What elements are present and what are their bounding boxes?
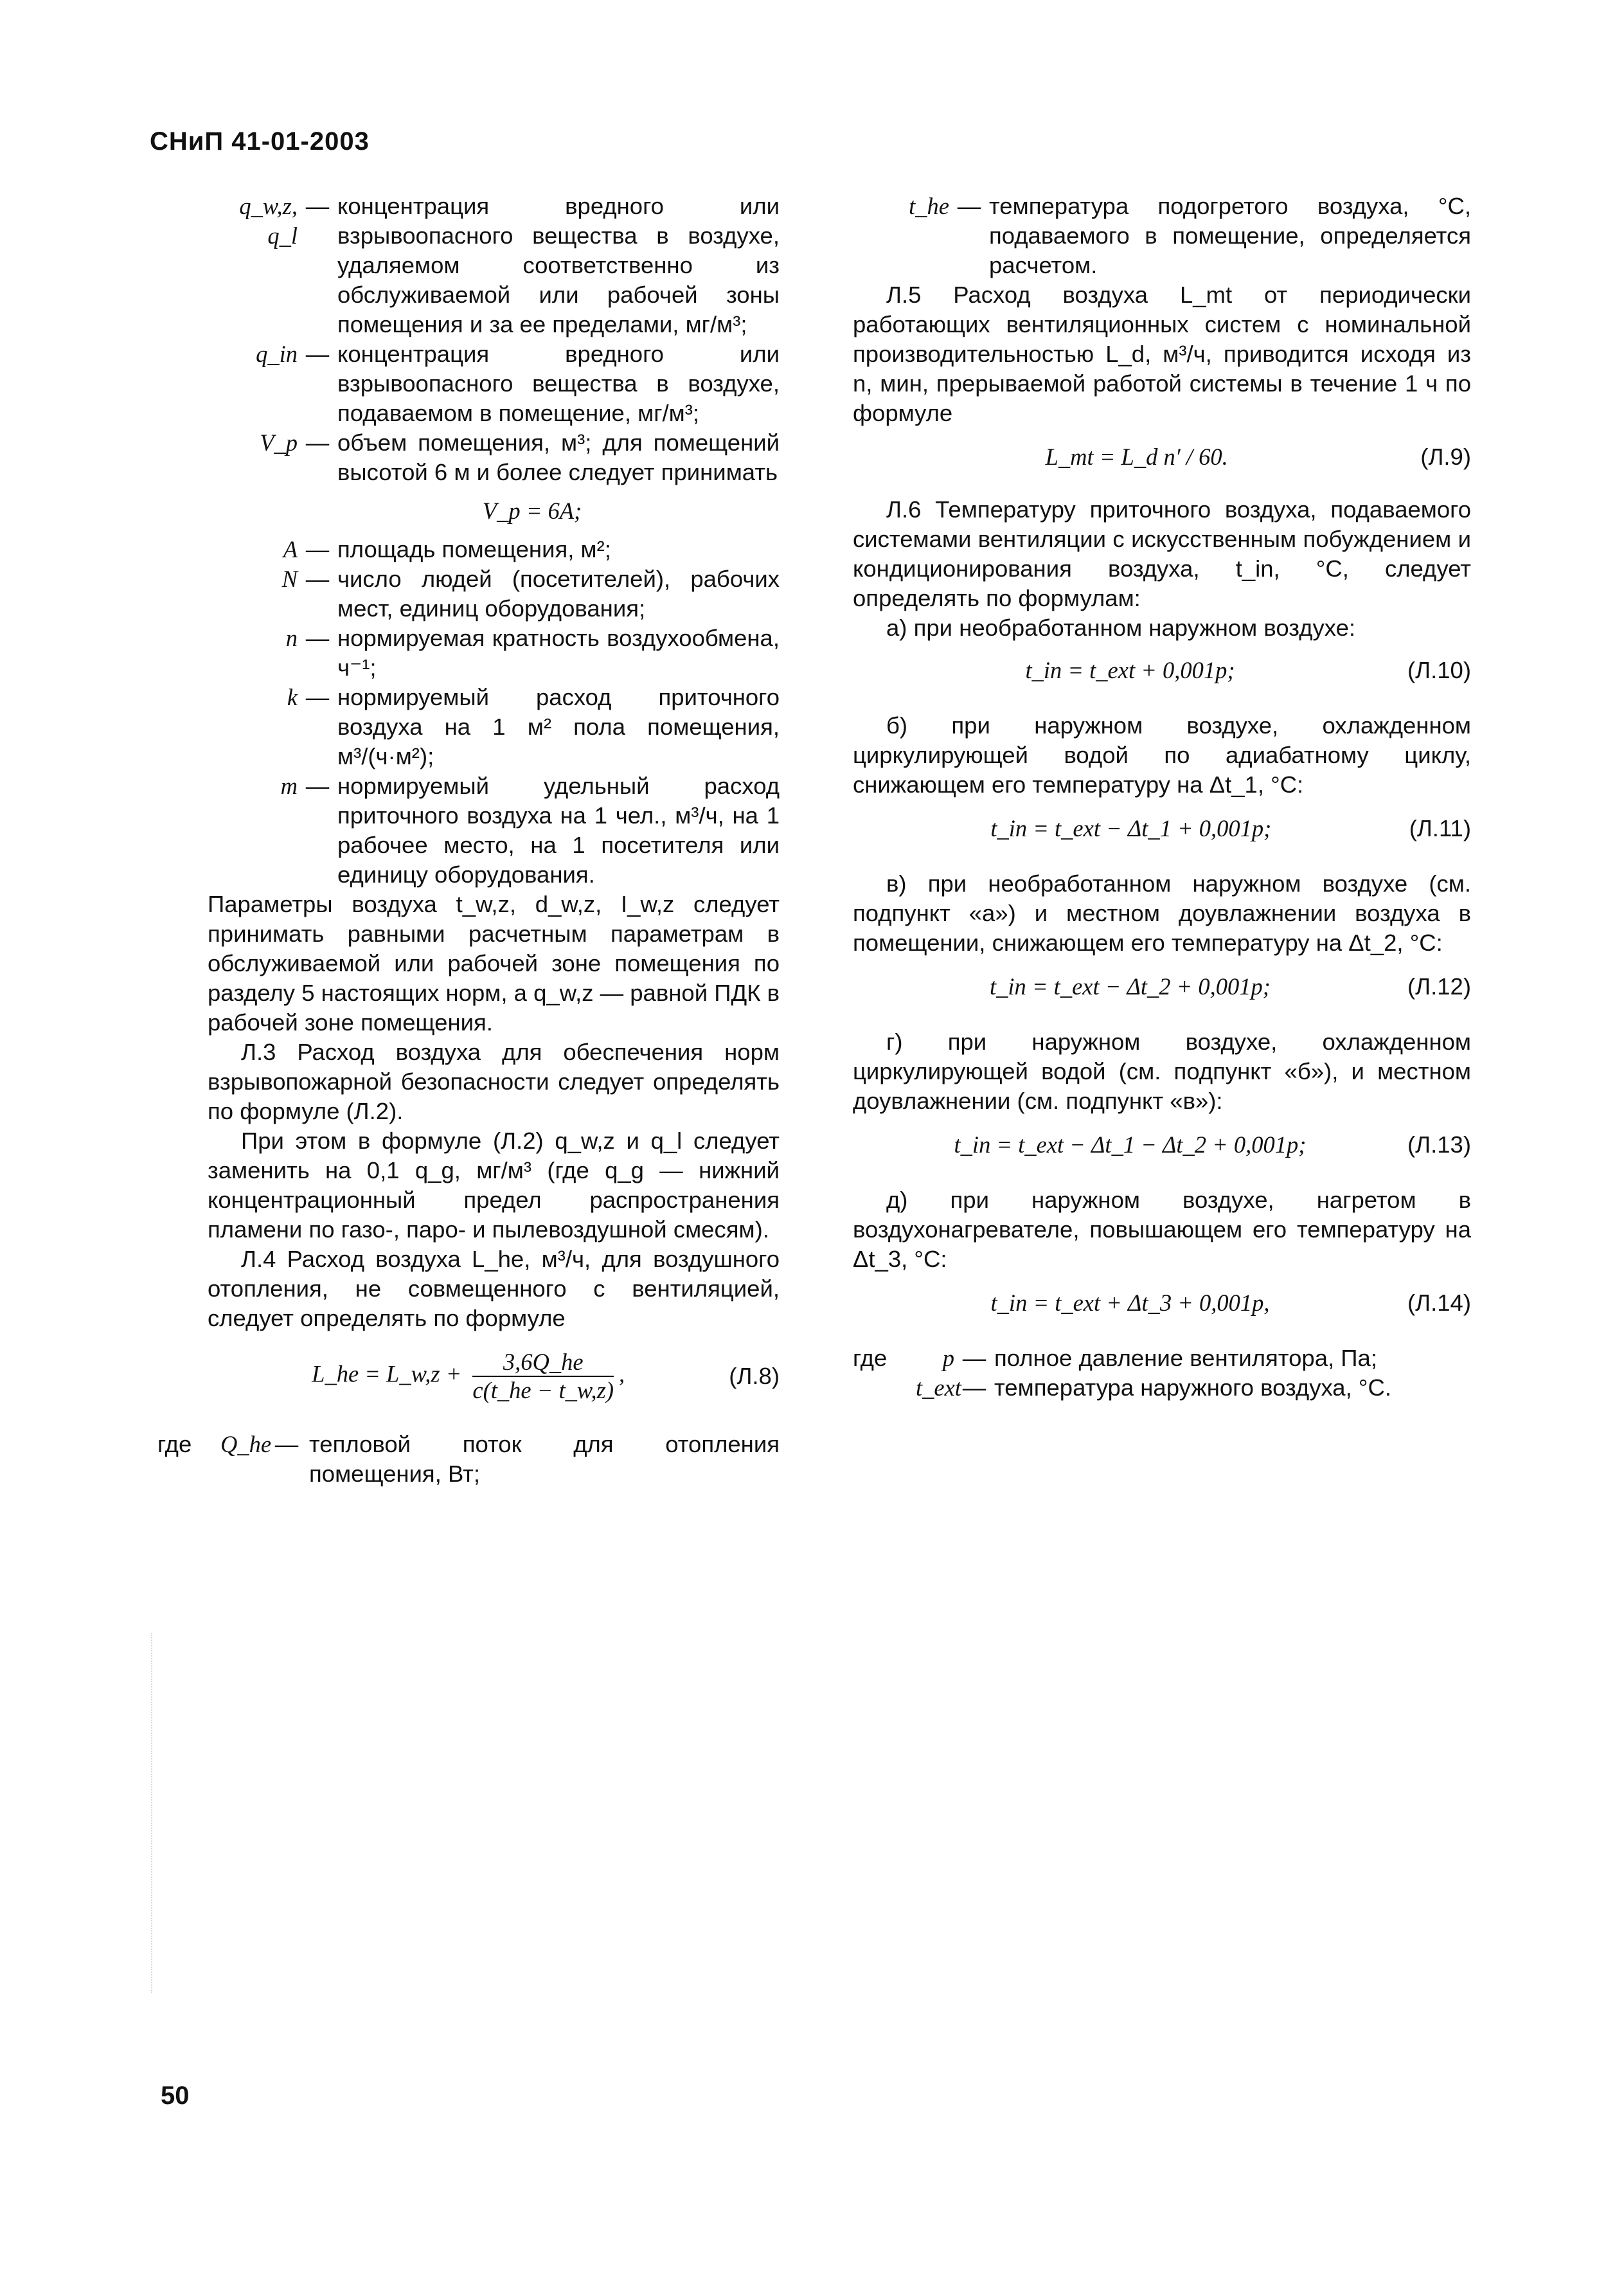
formula-l8-tail: , — [619, 1360, 625, 1387]
glossary-left-1-text: концентрация вредного или взрывоопасного вещества в воздухе, подаваемом в помещение, мг/м³; — [337, 341, 780, 426]
item-d: д) при наружном воздухе, нагретом в воздухонагревателе, повышающем его температуру на Δt_3, °С: — [853, 1187, 1471, 1272]
glossary-left-2-dash: — — [305, 536, 330, 562]
glossary-the — [853, 192, 1471, 280]
formula-l13-expr: t_in = t_ext − Δt_1 − Δt_2 + 0,001p; — [954, 1131, 1307, 1158]
formula-l14-expr: t_in = t_ext + Δt_3 + 0,001p, — [990, 1290, 1270, 1316]
the-text: температура подогретого воздуха, °С, подаваемого в помещение, определяется расчетом. — [989, 193, 1471, 278]
glossary-left-1-text: объем помещения, м³; для помещений высотой 6 м и более следует принимать — [337, 429, 780, 485]
where-left-word: где — [157, 1431, 192, 1457]
glossary-left-1-item — [208, 192, 780, 339]
where-left-dash: — — [274, 1431, 299, 1457]
formula-l10-label: (Л.10) — [1407, 657, 1471, 683]
glossary-left-2-item — [208, 535, 780, 564]
scan-artifact — [151, 1633, 152, 1993]
formula-l8-numerator: 3,6Q_he — [472, 1349, 614, 1377]
glossary-left-2-dash: — — [305, 566, 330, 592]
glossary-left-2-symbol: A — [283, 536, 298, 562]
formula-l10 — [853, 656, 1471, 685]
para-l3: Л.3 Расход воздуха для обеспечения норм взрывопожарной безопасности следует определять по формуле (Л.2). — [208, 1039, 780, 1124]
where-right-word: где — [853, 1345, 888, 1371]
where-right-text-2: температура наружного воздуха, °С. — [994, 1374, 1391, 1401]
glossary-left-2-text: нормируемый расход приточного воздуха на 1 м² пола помещения, м³/(ч·м²); — [337, 684, 780, 769]
glossary-left-2-text: нормируемая кратность воздухообмена, ч⁻¹; — [337, 625, 780, 681]
glossary-left-2-symbol: m — [280, 773, 298, 799]
glossary-left-2-symbol: n — [285, 625, 298, 651]
formula-vp — [208, 496, 780, 526]
glossary-left-1 — [208, 192, 780, 487]
formula-l12-expr: t_in = t_ext − Δt_2 + 0,001p; — [990, 973, 1271, 1000]
formula-l8 — [208, 1349, 780, 1404]
where-left-symbol: Q_he — [220, 1431, 272, 1457]
formula-l13 — [853, 1130, 1471, 1160]
the-dash: — — [957, 193, 981, 219]
glossary-left-2-item — [208, 771, 780, 890]
where-left — [157, 1430, 780, 1489]
formula-vp-expr: V_p = 6A; — [482, 498, 582, 524]
where-right-row-1 — [853, 1344, 1471, 1373]
left-column — [157, 192, 780, 1489]
para-l3b: При этом в формуле (Л.2) q_w,z и q_l следует заменить на 0,1 q_g, мг/м³ (где q_g — нижний концентрационный предел распространения пламени по газо-, паро- и пылевоздушной смесям). — [208, 1128, 780, 1243]
glossary-left-2-item — [208, 564, 780, 624]
glossary-left-2-text: нормируемый удельный расход приточного воздуха на 1 чел., м³/ч, на 1 рабочее место, на 1 посетителя или единицу оборудования. — [337, 773, 780, 888]
glossary-left-2-text: число людей (посетителей), рабочих мест, единиц оборудования; — [337, 566, 780, 622]
formula-l8-fraction — [472, 1349, 614, 1404]
glossary-left-2-symbol: N — [281, 566, 298, 592]
glossary-left-2-text: площадь помещения, м²; — [337, 536, 611, 562]
glossary-left-2-dash: — — [305, 625, 330, 651]
glossary-left-1-symbol: q_w,z, q_l — [239, 193, 298, 249]
item-b: б) при наружном воздухе, охлажденном циркулирующей водой по адиабатному циклу, снижающем его температуру на Δt_1, °С: — [853, 712, 1471, 798]
glossary-left-2-item — [208, 624, 780, 683]
right-column — [853, 192, 1471, 1403]
para-l5: Л.5 Расход воздуха L_mt от периодически работающих вентиляционных систем с номинальной производительностью L_d, м³/ч, приводится исходя из n, мин, прерываемой работой системы в течение 1 ч по формуле — [853, 282, 1471, 426]
formula-l9-expr: L_mt = L_d n′ / 60. — [1045, 444, 1228, 470]
glossary-left-2-item — [208, 683, 780, 771]
glossary-left-1-dash: — — [305, 193, 330, 219]
glossary-left-1-dash: — — [305, 341, 330, 367]
the-symbol: t_he — [909, 193, 949, 219]
where-right-dash-1: — — [962, 1345, 986, 1371]
para-params: Параметры воздуха t_w,z, d_w,z, I_w,z следует принимать равными расчетным параметрам в обслуживаемой или рабочей зоне помещения по разделу 5 настоящих норм, а q_w,z — равной ПДК в рабочей зоне помещения. — [208, 891, 780, 1036]
formula-l14 — [853, 1288, 1471, 1318]
where-right-row-2 — [853, 1373, 1471, 1403]
para-l4: Л.4 Расход воздуха L_he, м³/ч, для воздушного отопления, не совмещенного с вентиляцией, следует определять по формуле — [208, 1246, 780, 1331]
formula-l8-label: (Л.8) — [729, 1363, 780, 1389]
item-a: а) при необработанном наружном воздухе: — [886, 615, 1356, 641]
where-left-text: тепловой поток для отопления помещения, Вт; — [309, 1431, 780, 1487]
formula-l11-label: (Л.11) — [1409, 815, 1471, 841]
where-right — [853, 1344, 1471, 1403]
glossary-left-2 — [208, 535, 780, 890]
page-number: 50 — [161, 2082, 190, 2110]
glossary-left-1-item — [208, 339, 780, 428]
formula-l8-expr — [208, 1349, 729, 1404]
glossary-left-1-symbol: q_in — [256, 341, 298, 367]
glossary-left-1-text: концентрация вредного или взрывоопасного вещества в воздухе, удаляемом соответственно из обслуживаемой или рабочей зоны помещения и за ее пределами, мг/м³; — [337, 193, 780, 337]
item-v: в) при необработанном наружном воздухе (см. подпункт «а») и местном доувлажнении воздуха в помещении, снижающем его температуру на Δt_2, °С: — [853, 870, 1471, 956]
formula-l10-expr: t_in = t_ext + 0,001p; — [1025, 657, 1235, 683]
where-right-text-1: полное давление вентилятора, Па; — [994, 1345, 1377, 1371]
para-l6: Л.6 Температуру приточного воздуха, подаваемого системами вентиляции с искусственным побуждением и кондиционирования воздуха, t_in, °С, следует определять по формулам: — [853, 496, 1471, 611]
formula-l9 — [853, 442, 1471, 472]
formula-l12-label: (Л.12) — [1407, 973, 1471, 1000]
formula-l14-label: (Л.14) — [1407, 1290, 1471, 1316]
document-header: СНиП 41-01-2003 — [150, 127, 370, 156]
glossary-left-2-dash: — — [305, 773, 330, 799]
glossary-left-2-dash: — — [305, 684, 330, 710]
formula-l13-label: (Л.13) — [1407, 1131, 1471, 1158]
glossary-left-2-symbol: k — [287, 684, 298, 710]
formula-l11 — [853, 814, 1471, 843]
where-right-word-spacer — [853, 1373, 916, 1403]
glossary-left-1-item — [208, 428, 780, 487]
item-g: г) при наружном воздухе, охлажденном циркулирующей водой (см. подпункт «б»), и местном доувлажнении (см. подпункт «в»): — [853, 1029, 1471, 1114]
formula-l11-expr: t_in = t_ext − Δt_1 + 0,001p; — [990, 815, 1272, 841]
formula-l8-denominator: c(t_he − t_w,z) — [472, 1377, 614, 1403]
formula-l8-lhs: L_he = L_w,z + — [312, 1360, 462, 1387]
glossary-left-1-dash: — — [305, 429, 330, 456]
glossary-left-1-symbol: V_p — [260, 429, 298, 456]
where-right-dash-2: — — [962, 1374, 986, 1401]
where-right-symbol-2: t_ext — [916, 1374, 961, 1401]
formula-l12 — [853, 972, 1471, 1002]
where-right-symbol-1: p — [942, 1345, 954, 1371]
formula-l9-label: (Л.9) — [1420, 444, 1471, 470]
